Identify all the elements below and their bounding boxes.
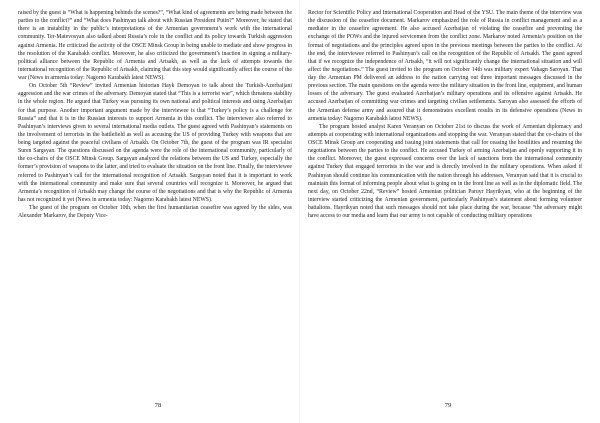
paragraph: The guest of the program on October 10th, when the first humanitarian ceasefire was agreed by the sides, was Alexander Markarov, the Deputy Vice- bbox=[18, 205, 292, 220]
paragraph: raised by the guest is “What is happening behinds the scenes?”, “What kind of agreements are being made between the parties to the conflict?” and “What does Pashinyan talk about with Russian President Putin?” Moreover, he stated that there is an instability in the public’s interpretations of the Armenian government’s work with the international community. Ter-Matevosyan also talked about Russia’s role in the conflict and its policy towards Turkish aggression against Armenia. He criticized the activity of the OSCE Minsk Group in being unable to mediate and show progress in the resolution of the Karabakh conflict. Moreover, he also criticized the government’s inaction in signing a military-political alliance between the Republic of Armenia and Artsakh, as well as the lack of attempts towards the international recognition of the Republic of Artsakh, claiming that this step would significantly affect the course of the war (News in armenia today: Nagorno Karabakh latest NEWS). bbox=[18, 10, 292, 81]
right-page-body bbox=[308, 9, 582, 220]
right-page bbox=[308, 0, 588, 423]
gutter-divider bbox=[299, 0, 300, 423]
page-number: 79 bbox=[444, 402, 452, 409]
paragraph: The program hosted analyst Karen Veranyan on October 21st to discuss the work of Armenian diplomacy and attempts at cooperating with international organizations and stopping the war. Veranyan stated that the co-chairs of the OSCE Minsk Group are cooperating and issuing joint statements that call for ceasing the hostilities and resuming the negotiations between the parties to the conflict. He accused Turkey of arming Azerbaijan and openly supporting it in the conflict. Moreover, the guest expressed concerns over the lack of sanctions from the international community against Turkey that engaged terrorists in the war and is directly involved in the military operations. When asked if Pashinyan should continue his communication with the nation through his addresses, Veranyan said that it is crucial to maintain this format of informing people about what is going on in the front line as well as in the diplomatic field. The next day, on October 22nd, “Review” hosted Armenian politician Paruyr Hayrikyan, who at the beginning of the interview started criticizing the Armenian government, particularly Pashinyan’s statement about forming volunteer battalions. Hayrikyan noted that such messages should not take place during the war, because “the adversary might have access to our media and learn that our army is not capable of conducting military operations bbox=[308, 123, 582, 220]
left-page bbox=[18, 0, 298, 423]
left-page-body bbox=[18, 9, 292, 220]
paragraph: On October 5th “Review” invited Armenian historian Hayk Demoyan to talk about the Turkish-Azerbaijani aggression and the war crimes of the adversary. Demoyan stated that “This is a terrorist war”, which threatens stability in the whole region. He argued that Turkey was pursuing its own national and political interests and using Azerbaijan for that purpose. Another important argument made by the interviewee is that “Turkey’s policy is a challenge for Russia” and that it is in the Russian interests to support Armenia in this conflict. The interviewer also referred to Pashinyan’s interviews given to several international media outlets. The guest agreed with Pashinyan’s statements on the involvement of terrorists in the battlefield as well as accusing the US of providing Turkey with weapons that are being targeted against the peaceful civilians of Artsakh. On October 7th, the guest of the program was IR specialist Suren Sargsyan. The questions discussed on the agenda were the role of the international community, particularly of the co-chairs of the OSCE Minsk Group. Sargsyan analyzed the relations between the US and Turkey, especially the former’s provision of weapons to the latter, and tried to evaluate the situation on the front line. Finally, the interviewee referred to Pashinyan’s call for the international recognition of Artsakh. Sargsyan noted that it is important to work with the international community and make sure that several countries will recognize it. Moreover, he argued that Armenia’s recognition of Artsakh may change the course of the negotiations and that is why the Republic of Armenia has not recognized it yet (News in armenia today: Nagorno Karabakh latest NEWS). bbox=[18, 83, 292, 203]
paragraph: Rector for Scientific Policy and International Cooperation and Head of the YSU. The main theme of the interview was the discussion of the ceasefire document. Markarov emphasized the role of Russia in conflict management and as a mediator in the ceasefire agreement. He also accused Azerbaijan of violating the ceasefire and preventing the exchange of the POWs and the injured servicemen from the conflict zone. Markarov noted Armenia’s position on the format of negotiations and the principles agreed upon in the previous meetings between the parties to the conflict. At the end, the interviewee referred to Pashinyan’s call on the recognition of the Republic of Artsakh. The guest agreed that if we recognize the independence of Artsakh, “it will not significantly change the international situation and will affect the negotiations.” The guest invited to the program on October 14th was military expert Vahagn Saroyan. That day the Armenian PM delivered an address to the nation carrying out three important messages discussed in the previous section. The main questions on the agenda were the military situation in the front line, equipment, and human losses of the adversary. The guest evaluated Azerbaijan’s military operations and its offensive against Artsakh. He accused Azerbaijan of committing war crimes and targeting civilian settlements. Saroyan also assessed the efforts of the Armenian defense army and assured that it demonstrates excellent results in its defensive operations (News in armenia today: Nagorno Karabakh latest NEWS). bbox=[308, 10, 582, 122]
page-number: 78 bbox=[154, 402, 162, 409]
